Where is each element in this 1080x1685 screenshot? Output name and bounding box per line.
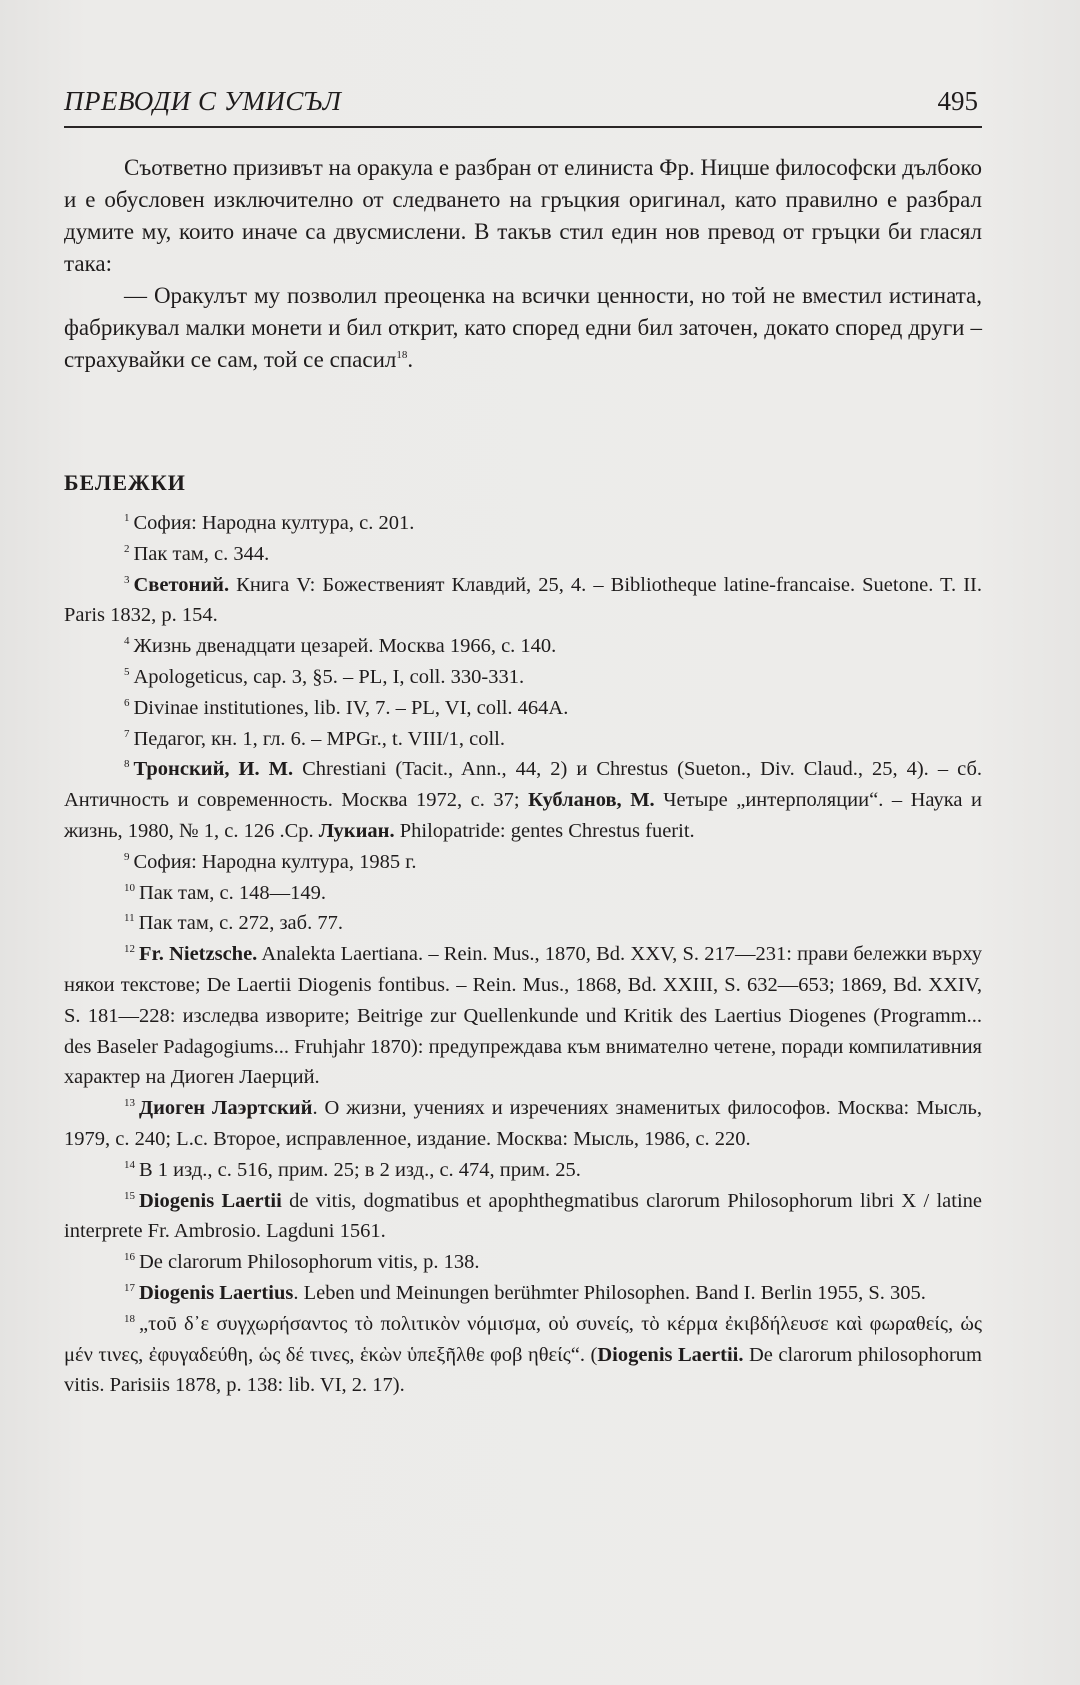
note-text: Пак там, с. 344. bbox=[133, 542, 270, 565]
note-11 bbox=[64, 908, 982, 939]
main-text bbox=[64, 152, 982, 376]
note-number: 14 bbox=[124, 1158, 135, 1171]
note-author: Diogenis Laertius bbox=[139, 1281, 294, 1304]
note-1 bbox=[64, 508, 982, 539]
note-number: 13 bbox=[124, 1097, 135, 1110]
note-number: 3 bbox=[124, 573, 130, 586]
note-number: 6 bbox=[124, 696, 130, 709]
note-8 bbox=[64, 754, 982, 846]
note-text: Жизнь двенадцати цезарей. Москва 1966, с. 140. bbox=[133, 635, 557, 658]
note-text: Analekta Laertiana. – Rein. Mus., 1870, Bd. XXV, S. 217—231: прави бележки върху някои текстове; De Laertii Diogenis fontibus. – Rein. Mus., 1868, Bd. XXIII, S. 632—653; 1869, Bd. XXIV, S. 181—228: изследва изворите; Beitrige zur Quellenkunde und Kritik des Laertius Diogenes (Programm... des Baseler Padagogiums... Fruhjahr 1870): предупреждава към внимателно четене, поради компилативния характер на Диоген Лаерций. bbox=[64, 943, 982, 1089]
note-number: 8 bbox=[124, 758, 130, 771]
note-text: Divinae institutiones, lib. IV, 7. – PL, VI, coll. 464A. bbox=[133, 696, 569, 719]
note-number: 4 bbox=[124, 635, 130, 648]
note-text: Педагог, кн. 1, гл. 6. – MPGr., t. VIII/1, coll. bbox=[133, 727, 505, 750]
note-number: 9 bbox=[124, 850, 130, 863]
note-number: 7 bbox=[124, 727, 130, 740]
note-number: 17 bbox=[124, 1281, 135, 1294]
note-author: Светоний. bbox=[133, 573, 230, 596]
note-9 bbox=[64, 847, 982, 878]
note-13 bbox=[64, 1093, 982, 1155]
note-text: Книга V: Божественият Клавдий, 25, 4. – Bibliotheque latine-francaise. Suetone. T. II. Paris 1832, p. 154. bbox=[64, 573, 982, 627]
note-text: De clarorum philosophorum vitis. Parisiis 1878, p. 138: lib. VI, 2. 17). bbox=[64, 1343, 982, 1397]
notes-list bbox=[64, 508, 982, 1401]
running-title: ПРЕВОДИ С УМИСЪЛ bbox=[64, 86, 342, 116]
note-author: Diogenis Laertii. bbox=[597, 1343, 744, 1366]
note-number: 5 bbox=[124, 665, 130, 678]
note-author: Fr. Nietzsche. bbox=[139, 943, 258, 966]
paragraph-text: — Оракулът му позволил преоценка на всички ценности, но той не вместил истината, фабрикувал малки монети и бил открит, като според едни бил заточен, докато според други – страхувайки се сам, той се спасил bbox=[64, 283, 982, 372]
note-6 bbox=[64, 693, 982, 724]
paragraph bbox=[64, 280, 982, 376]
note-text: София: Народна култура, с. 201. bbox=[133, 512, 415, 534]
note-3 bbox=[64, 570, 982, 632]
note-15 bbox=[64, 1186, 982, 1248]
note-author: Диоген Лаэртский bbox=[139, 1097, 313, 1120]
note-author: Diogenis Laertii bbox=[139, 1189, 282, 1212]
paragraph: Съответно призивът на оракула е разбран от елиниста Фр. Ницше философски дълбоко и е обусловен изключително от следването на гръцкия оригинал, като правилно е разбрал думите му, които иначе са двусмислени. В такъв стил един нов превод от гръцки би гласял така: bbox=[64, 155, 982, 276]
note-14 bbox=[64, 1155, 982, 1186]
note-number: 11 bbox=[124, 912, 135, 925]
note-author: Лукиан. bbox=[318, 819, 395, 842]
note-17 bbox=[64, 1278, 982, 1309]
note-text: София: Народна култура, 1985 г. bbox=[133, 850, 417, 873]
note-number: 15 bbox=[124, 1189, 135, 1202]
note-number: 16 bbox=[124, 1251, 135, 1264]
note-text: Четыре „интерполяции“. – Наука и жизнь, 1980, № 1, с. 126 .Ср. bbox=[64, 789, 982, 842]
note-number: 2 bbox=[124, 542, 130, 555]
note-author: Кубланов, М. bbox=[528, 789, 655, 812]
note-number: 10 bbox=[124, 881, 135, 894]
note-text: de vitis, dogmatibus et apophthegmatibus clarorum Philosophorum libri X / latine interprete Fr. Ambrosio. Lagduni 1561. bbox=[64, 1189, 982, 1243]
note-text: . Leben und Meinungen berühmter Philosophen. Band I. Berlin 1955, S. 305. bbox=[293, 1281, 926, 1304]
note-text: В 1 изд., с. 516, прим. 25; в 2 изд., с. 474, прим. 25. bbox=[139, 1158, 581, 1181]
footnote-ref: 18 bbox=[396, 349, 408, 361]
note-text: „τοῦ δ᾽ε συγχωρήσαντος τὸ πολιτικὸν νόμισμα, οὐ συνείς, τὸ κέρμα ἐκιβδήλευσε καὶ φωραθείς, ὡς μέν τινες, ἐφυγαδεύθη, ὡς δέ τινες, ἑκὼν ὑπεξῆλθε φοβ ηθείς“. ( bbox=[64, 1312, 982, 1366]
note-number: 1 bbox=[124, 512, 130, 524]
page-number: 495 bbox=[937, 86, 978, 116]
note-18 bbox=[64, 1309, 982, 1401]
note-text: Apologeticus, cap. 3, §5. – PL, I, coll. 330-331. bbox=[133, 665, 525, 688]
note-text: . О жизни, учениях и изречениях знаменитых философов. Москва: Мысль, 1979, с. 240; L.c. Второе, исправленное, издание. Москва: Мысль, 1986, с. 220. bbox=[64, 1097, 982, 1150]
note-author: Тронский, И. М. bbox=[133, 758, 294, 781]
note-7 bbox=[64, 724, 982, 755]
note-5 bbox=[64, 662, 982, 693]
note-text: Пак там, с. 272, заб. 77. bbox=[138, 912, 343, 935]
note-16 bbox=[64, 1247, 982, 1278]
note-number: 18 bbox=[124, 1312, 135, 1325]
note-4 bbox=[64, 631, 982, 662]
note-10 bbox=[64, 878, 982, 909]
page-header bbox=[64, 86, 982, 128]
note-text: Philopatride: gentes Chrestus fuerit. bbox=[394, 819, 695, 842]
note-12 bbox=[64, 939, 982, 1093]
paragraph-end: . bbox=[407, 347, 414, 372]
note-number: 12 bbox=[124, 943, 135, 956]
note-text: Пак там, с. 148—149. bbox=[139, 881, 326, 904]
notes-heading: БЕЛЕЖКИ bbox=[64, 470, 186, 495]
note-2 bbox=[64, 539, 982, 570]
note-text: Chrestiani (Tacit., Ann., 44, 2) и Chrestus (Sueton., Div. Claud., 25, 4). – сб. Античность и современность. Москва 1972, с. 37; bbox=[64, 758, 982, 812]
note-text: De clarorum Philosophorum vitis, p. 138. bbox=[139, 1251, 480, 1274]
